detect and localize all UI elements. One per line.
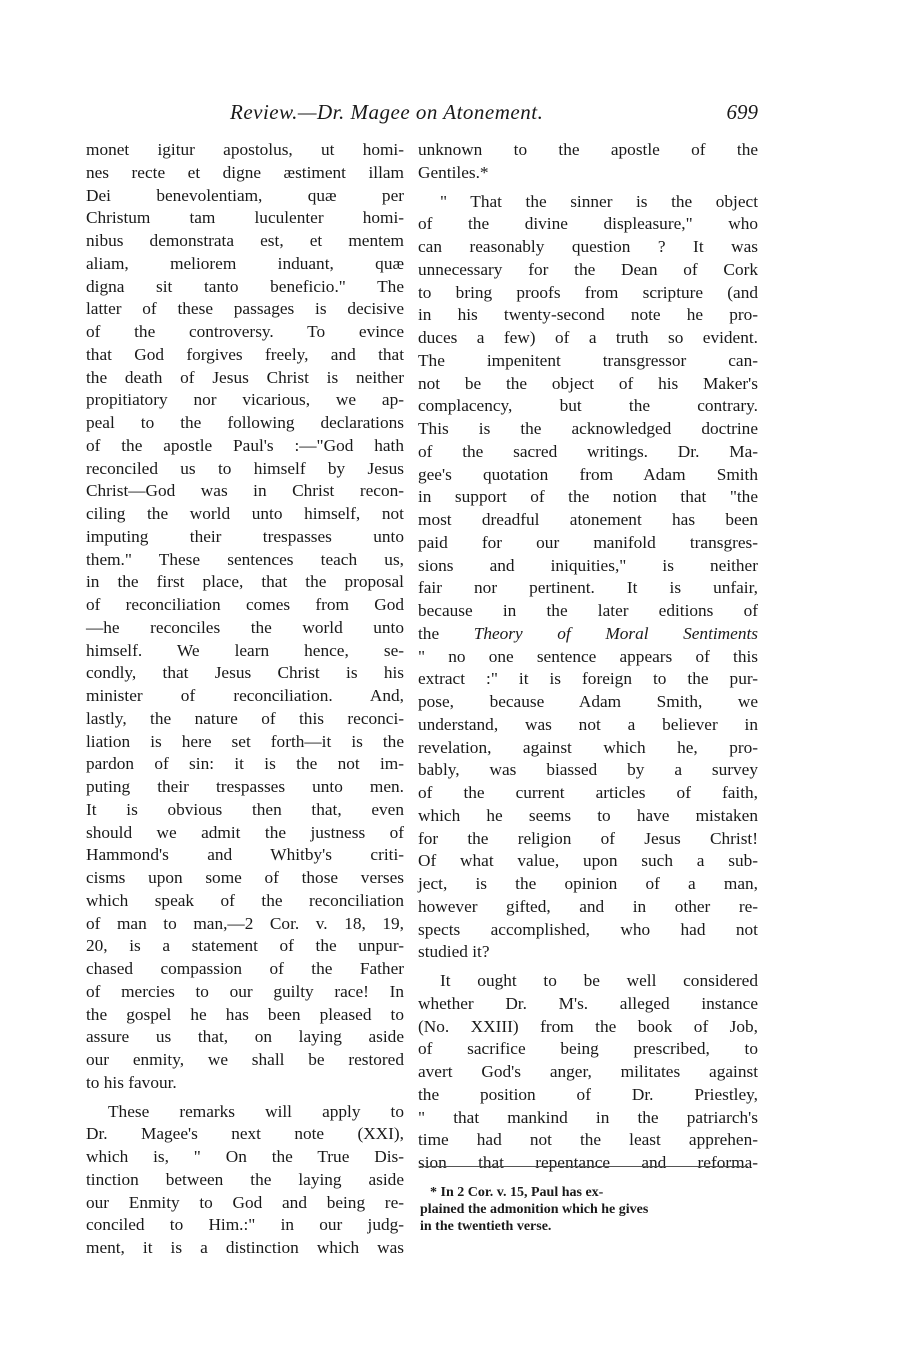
text-line: that God forgives freely, and that (86, 344, 404, 364)
text-line: monet igitur apostolus, ut homi- (86, 140, 404, 159)
text-line: Dei benevolentiam, quæ per (86, 185, 404, 205)
text-line: the death of Jesus Christ is neither (86, 367, 404, 387)
text-line: revelation, against which he, pro- (418, 737, 758, 757)
text-line: pose, because Adam Smith, we (418, 692, 758, 711)
text-line: in his twenty-second note he pro- (418, 305, 758, 325)
text-line: lastly, the nature of this reconci- (86, 708, 404, 728)
text-line: digna sit tanto beneficio." The (86, 276, 404, 296)
left-column (86, 139, 404, 1260)
text-line: pardon of sin: it is the not im- (86, 754, 404, 774)
text-line: to bring proofs from scripture (and (418, 282, 758, 302)
text-line: them." These sentences teach us, (86, 549, 404, 569)
text-line: spects accomplished, who had not (418, 919, 758, 939)
text-line: " no one sentence appears of this (418, 646, 758, 666)
text-line: It is obvious then that, even (86, 799, 404, 819)
text-line: propitiatory nor vicarious, we ap- (86, 390, 404, 410)
page-number: 699 (726, 100, 758, 124)
text-line: of the current articles of faith, (418, 783, 758, 802)
text-line: of the controversy. To evince (86, 322, 404, 341)
text-line: our Enmity to God and being re- (86, 1192, 404, 1212)
text-line: for the religion of Jesus Christ! (418, 828, 758, 848)
text-line: of the divine displeasure," who (418, 214, 758, 234)
text-line: of sacrifice being prescribed, to (418, 1039, 758, 1059)
text-line: " That the sinner is the object (440, 191, 758, 211)
text-line: nes recte et digne æstiment illam (86, 162, 404, 182)
text-line: of man to man,—2 Cor. v. 18, 19, (86, 913, 404, 933)
text-line: most dreadful atonement has been (418, 510, 758, 529)
running-title: Review.—Dr. Magee on Atonement. (230, 100, 544, 124)
text-line: which speak of the reconciliation (86, 890, 404, 910)
text-line: aliam, meliorem induant, quæ (86, 253, 404, 273)
text-line: —he reconciles the world unto (86, 617, 404, 637)
text-line: reconciled us to himself by Jesus (86, 458, 404, 478)
text-line: of mercies to our guilty race! In (86, 981, 404, 1001)
text-line: tinction between the laying aside (86, 1169, 404, 1189)
text-line: understand, was not a believer in (418, 714, 758, 734)
text-line: the position of Dr. Priestley, (418, 1084, 758, 1104)
text-line: of the sacred writings. Dr. Ma- (418, 441, 758, 461)
text-line: the Theory of Moral Sentiments (418, 623, 758, 643)
text-line: 20, is a statement of the unpur- (86, 936, 404, 956)
text-line: nibus demonstrata est, et mentem (86, 231, 404, 250)
text-line: Gentiles.* (418, 162, 489, 182)
text-line: in the first place, that the proposal (86, 572, 404, 592)
text-line: of reconciliation comes from God (86, 595, 404, 614)
text-line: fair nor pertinent. It is unfair, (418, 578, 758, 598)
text-line: Dr. Magee's next note (XXI), (86, 1124, 404, 1144)
footnote-line: plained the admonition which he gives (420, 1202, 649, 1217)
text-line: ment, it is a distinction which was (86, 1238, 404, 1257)
right-column (418, 139, 758, 1175)
text-line: of the apostle Paul's :—"God hath (86, 435, 404, 455)
text-line: himself. We learn hence, se- (86, 640, 404, 660)
text-line: The impenitent transgressor can- (418, 350, 758, 370)
text-line: imputing their trespasses unto (86, 526, 404, 546)
text-line: condly, that Jesus Christ is his (86, 663, 404, 683)
text-line: Christ—God was in Christ recon- (86, 481, 404, 501)
text-line: not be the object of his Maker's (418, 373, 758, 393)
text-line: sion that repentance and reforma- (418, 1153, 758, 1172)
text-line: These remarks will apply to (108, 1101, 404, 1121)
text-line: paid for our manifold transgres- (418, 532, 758, 552)
text-line: because in the later editions of (418, 601, 758, 620)
footnote-line: in the twentieth verse. (420, 1219, 552, 1234)
text-line: duces a few) of a truth so evident. (418, 328, 758, 347)
text-line: puting their trespasses unto men. (86, 777, 404, 796)
text-line: Christum tam luculenter homi- (86, 208, 404, 228)
text-line: to his favour. (86, 1072, 177, 1092)
text-line: complacency, but the contrary. (418, 396, 758, 416)
text-line: should we admit the justness of (86, 822, 404, 842)
text-line: ciling the world unto himself, not (86, 504, 404, 523)
text-line: sions and iniquities," is neither (418, 555, 758, 575)
text-line: " that mankind in the patriarch's (418, 1107, 758, 1127)
text-line: whether Dr. M's. alleged instance (418, 993, 758, 1013)
text-line: which is, " On the True Dis- (86, 1147, 404, 1166)
text-line: liation is here set forth—it is the (86, 731, 404, 751)
footnote (420, 1184, 760, 1235)
text-line: unnecessary for the Dean of Cork (418, 259, 758, 279)
text-line: assure us that, on laying aside (86, 1027, 404, 1047)
footnote-rule (420, 1166, 748, 1167)
text-line: avert God's anger, militates against (418, 1062, 758, 1081)
text-line: conciled to Him.:" in our judg- (86, 1215, 404, 1235)
text-line: chased compassion of the Father (86, 959, 404, 978)
text-line: bably, was biassed by a survey (418, 760, 758, 780)
text-line: the gospel he has been pleased to (86, 1004, 404, 1024)
text-line: time had not the least apprehen- (418, 1130, 758, 1150)
text-line: This is the acknowledged doctrine (418, 419, 758, 438)
text-line: can reasonably question ? It was (418, 237, 758, 256)
text-line: Hammond's and Whitby's criti- (86, 845, 404, 865)
text-line: unknown to the apostle of the (418, 140, 758, 159)
text-line: peal to the following declarations (86, 413, 404, 432)
text-line: our enmity, we shall be restored (86, 1050, 404, 1069)
text-line: Of what value, upon such a sub- (418, 851, 758, 871)
text-line: in support of the notion that "the (418, 487, 758, 507)
book-title: Theory of Moral Sentiments (473, 623, 758, 643)
text-line: however gifted, and in other re- (418, 896, 758, 916)
text-line: minister of reconciliation. And, (86, 686, 404, 705)
text-line: cisms upon some of those verses (86, 868, 404, 887)
text-line: studied it? (418, 942, 490, 962)
text-line: latter of these passages is decisive (86, 299, 404, 319)
text-line: gee's quotation from Adam Smith (418, 464, 758, 484)
footnote-line: * In 2 Cor. v. 15, Paul has ex- (430, 1185, 604, 1200)
text-line: which he seems to have mistaken (418, 805, 758, 825)
text-line: ject, is the opinion of a man, (418, 874, 758, 893)
text-line: extract :" it is foreign to the pur- (418, 669, 758, 689)
page-header (80, 100, 760, 130)
text-line: It ought to be well considered (440, 971, 758, 990)
text-line: (No. XXIII) from the book of Job, (418, 1016, 758, 1036)
